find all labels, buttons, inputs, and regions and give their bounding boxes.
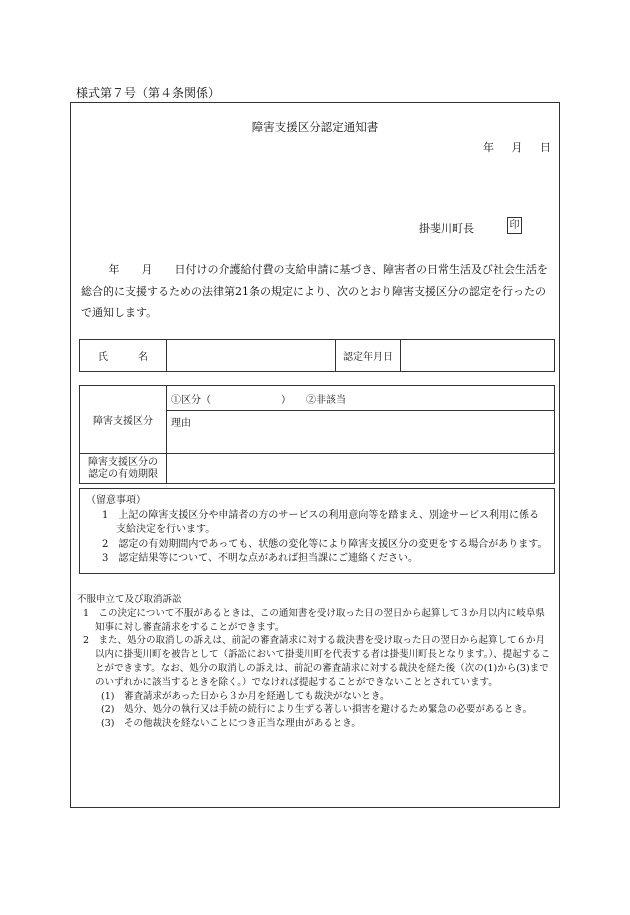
reason-label: 理由 xyxy=(167,411,555,454)
validity-label-line1: 障害支援区分の xyxy=(88,456,158,468)
validity-value xyxy=(167,454,555,484)
notes-heading: （留意事項） xyxy=(86,495,146,506)
validity-label-line2: 認定の有効期限 xyxy=(88,468,158,480)
form-number: 様式第７号（第４条関係） xyxy=(76,86,221,100)
validity-label xyxy=(80,454,167,484)
applicant-table xyxy=(79,339,555,372)
category-options: ①区分（ ） ②非該当 xyxy=(167,386,555,411)
appeal-heading: 不服申立て及び取消訴訟 xyxy=(77,594,182,605)
appeal-section xyxy=(77,593,553,731)
seal-mark: 印 xyxy=(507,217,522,234)
issuer-name: 掛斐川町長 xyxy=(419,222,474,235)
notes-box xyxy=(79,488,555,574)
name-label: 氏 名 xyxy=(80,340,167,372)
appeal-sub-item-2: (2) 処分、処分の執行又は手続の続行により生ずる著しい損害を避けるため緊急の必要があるとき。 xyxy=(101,704,533,716)
appeal-item-1: 1 この決定について不服があるときは、この通知書を受け取った日の翌日から起算して３か月以内に岐阜県知事に対し審査請求をすることができます。 xyxy=(83,607,545,633)
note-item-1: 1 上記の障害支援区分や申請者の方のサービスの利用意向等を踏まえ、別途サービス利用に係る支給決定を行います。 xyxy=(102,509,539,535)
cert-date-value xyxy=(401,340,555,372)
document-title: 障害支援区分認定通知書 xyxy=(251,120,379,134)
note-item-3: 3 認定結果等について、不明な点があれば担当課にご連絡ください。 xyxy=(102,553,418,564)
appeal-sub-item-3: (3) その他裁決を経ないことにつき正当な理由があるとき。 xyxy=(101,718,361,730)
document-frame xyxy=(70,102,560,808)
issue-date: 年 月 日 xyxy=(483,141,551,154)
category-label: 障害支援区分 xyxy=(80,386,167,454)
appeal-sub-item-1: (1) 審査請求があった日から３か月を経過しても裁決がないとき。 xyxy=(101,690,390,702)
name-value xyxy=(167,340,336,372)
note-item-2: 2 認定の有効期間内であっても、状態の変化等により障害支援区分の変更をする場合があります。 xyxy=(102,538,548,550)
notice-body: 年 月 日付けの介護給付費の支給申請に基づき、障害者の日常生活及び社会生活を総合的に支援するための法律第21条の規定により、次のとおり障害支援区分の認定を行ったので通知します。 xyxy=(81,263,549,319)
category-table xyxy=(79,385,555,484)
cert-date-label: 認定年月日 xyxy=(336,340,401,372)
appeal-item-2: 2 また、処分の取消しの訴えは、前記の審査請求に対する裁決書を受け取った日の翌日から起算して６か月以内に掛斐川町を被告として（訴訟において掛斐川町を代表する者は掛斐川町長となります。）、提起することができます。なお、処分の取消しの訴えは、前記の審査請求に対する裁決を経た後（次の(1)から(3)までのいずれかに該当するときを除く。）でなければ提起することができないこととされています。 xyxy=(83,635,551,688)
